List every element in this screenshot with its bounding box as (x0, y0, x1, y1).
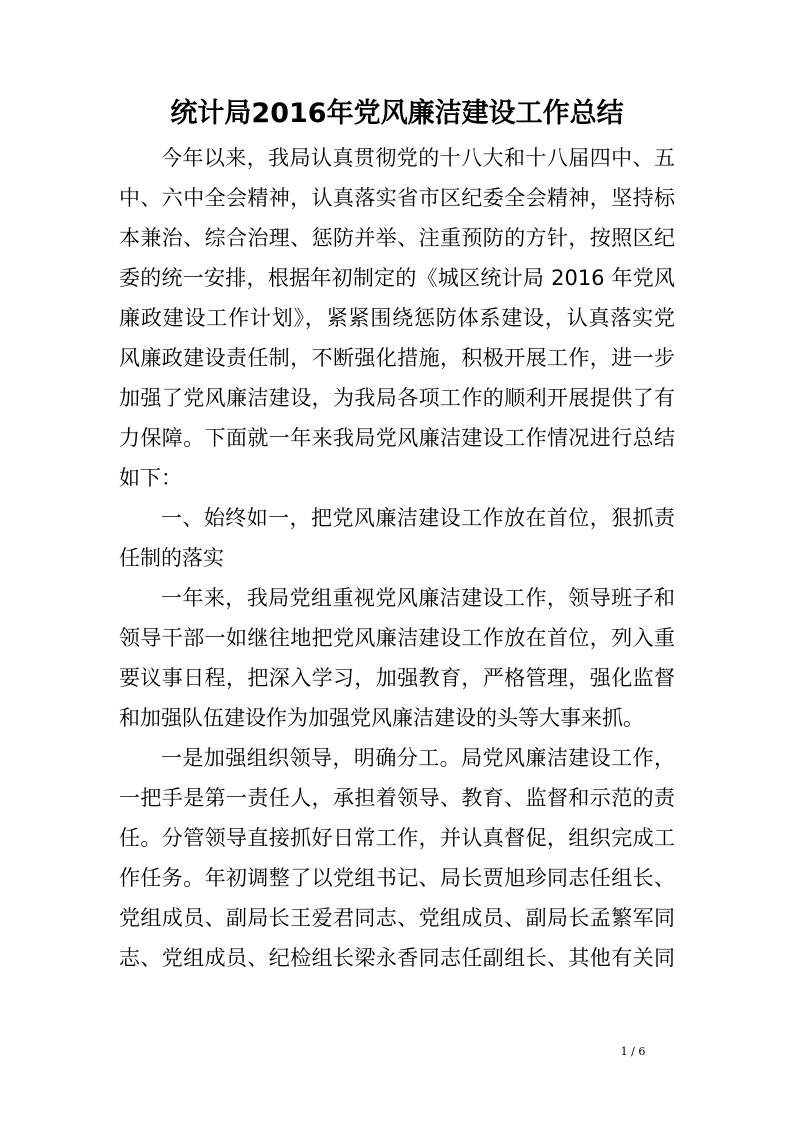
text-line: 本兼治、综合治理、惩防并举、注重预防的方针，按照区纪 (119, 226, 675, 250)
section-heading-one (119, 498, 675, 578)
text-line: 领导干部一如继往地把党风廉洁建设工作放在首位，列入重 (119, 626, 675, 650)
text-line: 中、六中全会精神，认真落实省市区纪委全会精神，坚持标 (119, 186, 675, 210)
document-title: 统计局2016年党风廉洁建设工作总结 (170, 98, 624, 129)
text-line: 如下： (119, 466, 182, 490)
text-line: 力保障。下面就一年来我局党风廉洁建设工作情况进行总结 (119, 426, 675, 450)
text-line: 志、党组成员、纪检组长梁永香同志任副组长、其他有关同 (119, 946, 675, 970)
text-line: 今年以来，我局认真贯彻党的十八大和十八届四中、五 (161, 146, 675, 170)
text-line: 廉政建设工作计划》，紧紧围绕惩防体系建设，认真落实党 (119, 306, 675, 330)
text-line: 和加强队伍建设作为加强党风廉洁建设的头等大事来抓。 (119, 706, 644, 730)
text-line: 任制的落实 (119, 546, 224, 570)
paragraph-organization (119, 738, 675, 978)
text-line: 风廉政建设责任制，不断强化措施，积极开展工作，进一步 (119, 346, 675, 370)
text-line: 一是加强组织领导，明确分工。局党风廉洁建设工作， (161, 746, 675, 770)
text-line: 党组成员、副局长王爱君同志、党组成员、副局长孟繁军同 (119, 906, 675, 930)
text-line: 任。分管领导直接抓好日常工作，并认真督促，组织完成工 (119, 826, 675, 850)
text-line: 作任务。年初调整了以党组书记、局长贾旭珍同志任组长、 (119, 866, 675, 890)
text-line: 一把手是第一责任人，承担着领导、教育、监督和示范的责 (119, 786, 675, 810)
paragraph-introduction (119, 138, 675, 498)
text-line: 一、始终如一，把党风廉洁建设工作放在首位，狠抓责 (161, 506, 675, 530)
text-line: 委的统一安排，根据年初制定的《城区统计局 2016 年党风 (119, 266, 675, 290)
page-number: 1 / 6 (620, 1045, 646, 1058)
paragraph-leadership (119, 578, 675, 738)
text-line: 加强了党风廉洁建设，为我局各项工作的顺利开展提供了有 (119, 386, 675, 410)
text-line: 一年来，我局党组重视党风廉洁建设工作，领导班子和 (161, 586, 675, 610)
text-line: 要议事日程，把深入学习，加强教育，严格管理，强化监督 (119, 666, 675, 690)
document-body (119, 138, 675, 978)
